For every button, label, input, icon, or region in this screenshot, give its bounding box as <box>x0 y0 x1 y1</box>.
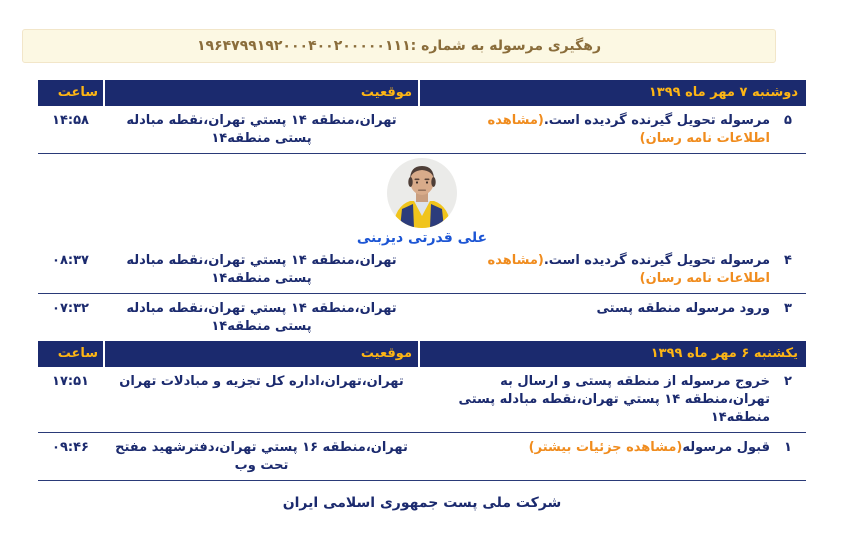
tracking-row-4 <box>38 246 806 293</box>
row-location: تهران،منطقه ۱۴ پستي تهران،نقطه مبادله پستی منطقه۱۴ <box>126 301 397 334</box>
status-text: ورود مرسوله منطقه پستی <box>596 301 770 316</box>
row-number: ۳ <box>784 301 792 316</box>
company-footer: شرکت ملی پست جمهوری اسلامی ایران <box>282 495 562 511</box>
courier-info-link[interactable]: (مشاهده اطلاعات نامه رسان) <box>487 113 770 146</box>
section-header-sunday <box>38 341 806 367</box>
row-number: ۴ <box>784 253 792 268</box>
courier-name: علی قدرتی دیزبنی <box>356 230 488 246</box>
status-text: قبول مرسوله <box>682 440 770 455</box>
column-location: موقعیت <box>103 80 420 106</box>
row-time: ۱۴:۵۸ <box>52 113 89 128</box>
column-time: ساعت <box>57 346 98 361</box>
table-bottom-border <box>38 480 806 481</box>
column-time: ساعت <box>57 85 98 100</box>
more-details-link[interactable]: (مشاهده جزئیات بیشتر) <box>528 440 683 455</box>
section-date: دوشنبه ۷ مهر ماه ۱۳۹۹ <box>648 85 798 100</box>
row-location: تهران،تهران،اداره کل تجزیه و مبادلات تهران <box>119 374 404 389</box>
tracking-row-3 <box>38 294 806 341</box>
section-header-monday <box>38 80 806 106</box>
courier-block <box>38 154 806 246</box>
tracking-row-2 <box>38 367 806 432</box>
row-status <box>420 439 770 457</box>
tracking-row-1 <box>38 433 806 480</box>
row-time: ۰۸:۳۷ <box>52 253 89 268</box>
row-number: ۱ <box>784 440 792 455</box>
row-location: تهران،منطقه ۱۶ پستي تهران،دفترشهید مفتح تحت وب <box>115 440 408 473</box>
tracking-banner <box>22 29 776 63</box>
tracking-label: رهگیری مرسوله به شماره : <box>410 38 602 54</box>
row-status <box>420 252 770 288</box>
row-status <box>420 112 770 148</box>
row-time: ۰۷:۳۲ <box>52 301 89 316</box>
row-location: تهران،منطقه ۱۴ پستي تهران،نقطه مبادله پستی منطقه۱۴ <box>126 253 397 286</box>
row-time: ۱۷:۵۱ <box>52 374 89 389</box>
row-number: ۲ <box>784 374 792 389</box>
status-text: مرسوله تحویل گیرنده گردیده است. <box>543 113 770 128</box>
status-text: خروج مرسوله از منطقه پستی و ارسال به تهران،منطقه ۱۴ پستي تهران،نقطه مبادله پستی منطقه۱۴ <box>458 374 770 425</box>
tracking-row-5 <box>38 106 806 153</box>
courier-info-link[interactable]: (مشاهده اطلاعات نامه رسان) <box>487 253 770 286</box>
tracking-table <box>38 80 806 481</box>
section-date: یکشنبه ۶ مهر ماه ۱۳۹۹ <box>650 346 798 361</box>
status-text: مرسوله تحویل گیرنده گردیده است. <box>543 253 770 268</box>
row-status <box>420 373 770 427</box>
tracking-number: ۱۹۶۴۷۹۹۱۹۲۰۰۰۴۰۰۲۰۰۰۰۰۱۱۱ <box>196 38 411 54</box>
column-location: موقعیت <box>103 341 420 367</box>
courier-avatar <box>387 158 457 228</box>
row-status <box>420 300 770 318</box>
row-number: ۵ <box>784 113 792 128</box>
row-location: تهران،منطقه ۱۴ پستي تهران،نقطه مبادله پستی منطقه۱۴ <box>126 113 397 146</box>
row-time: ۰۹:۴۶ <box>52 440 89 455</box>
